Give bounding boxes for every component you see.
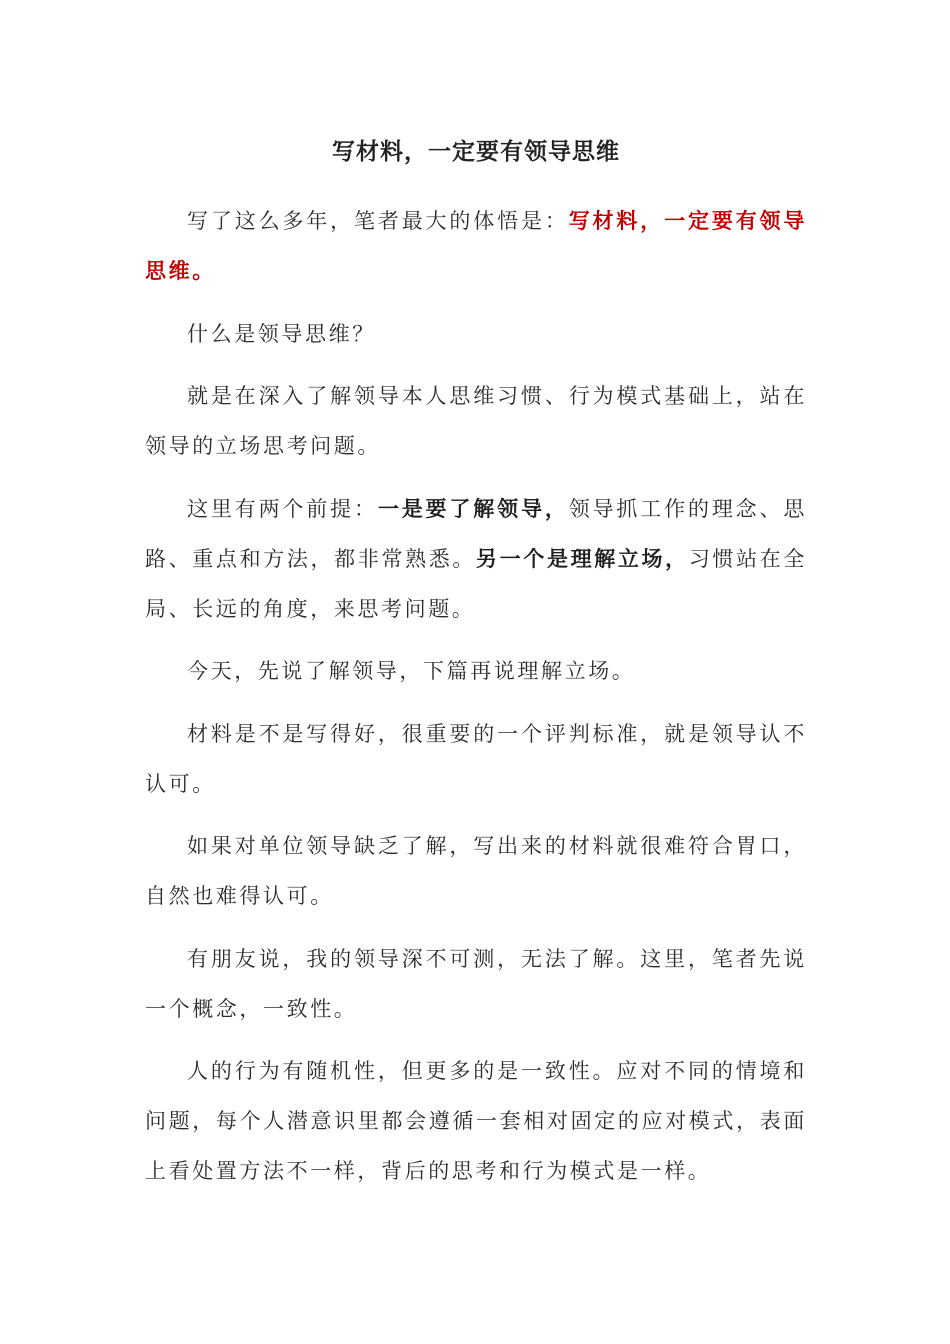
paragraph-4-text-1: 领导抓工作的理念、思路、重点和方法，都非常熟悉。 [145, 496, 807, 571]
document-title: 写材料，一定要有领导思维 [332, 138, 620, 165]
paragraph-3: 就是在深入了解领导本人思维习惯、行为模式基础上，站在领导的立场思考问题。 [145, 384, 807, 458]
paragraph-4-bold-1: 一是要了解领导， [377, 495, 569, 521]
paragraph-1-highlight: 写材料，一定要有领导思维。 [145, 208, 808, 283]
paragraph-4 [145, 484, 807, 634]
paragraph-1-text: 写了这么多年，笔者最大的体悟是： [187, 209, 569, 233]
paragraph-4-intro: 这里有两个前提： [187, 496, 378, 521]
paragraph-8: 有朋友说，我的领导深不可测，无法了解。这里，笔者先说一个概念，一致性。 [145, 946, 807, 1021]
paragraph-4-text-2: 习惯站在全局、长远的角度，来思考问题。 [145, 546, 807, 621]
paragraph-5: 今天，先说了解领导，下篇再说理解立场。 [187, 659, 636, 683]
paragraph-1 [145, 196, 807, 296]
paragraph-9: 人的行为有随机性，但更多的是一致性。应对不同的情境和问题，每个人潜意识里都会遵循一套相对固定的应对模式，表面上看处置方法不一样，背后的思考和行为模式是一样。 [145, 1059, 807, 1183]
paragraph-6: 材料是不是写得好，很重要的一个评判标准，就是领导认不认可。 [145, 721, 807, 796]
paragraph-7: 如果对单位领导缺乏了解，写出来的材料就很难符合胃口，自然也难得认可。 [145, 834, 807, 908]
document-body [145, 128, 807, 1209]
paragraph-2: 什么是领导思维？ [187, 321, 376, 346]
paragraph-4-bold-2: 另一个是理解立场， [476, 545, 689, 571]
